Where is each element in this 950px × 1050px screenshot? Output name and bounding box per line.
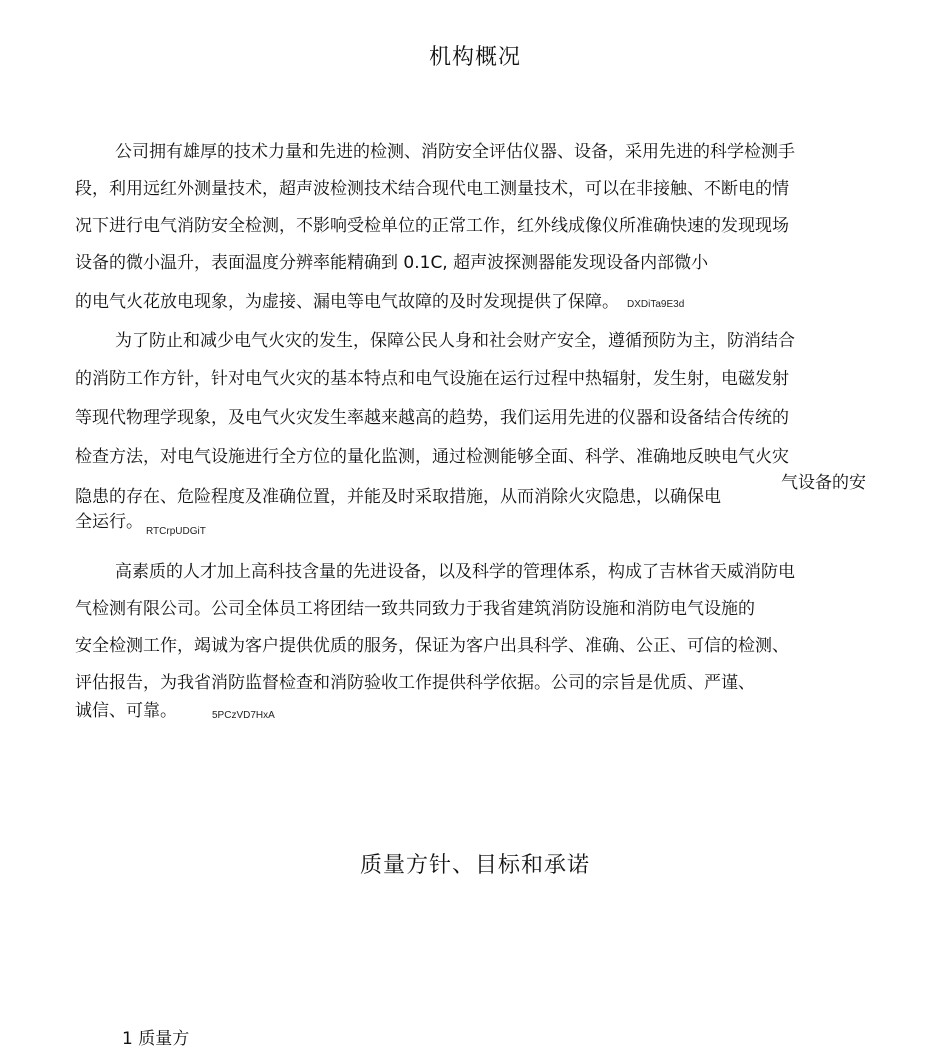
paragraph-3-code: 5PCzVD7HxA <box>212 710 275 721</box>
paragraph-2-code: RTCrpUDGiT <box>146 526 206 537</box>
paragraph-2-line-3: 等现代物理学现象，及电气火灾发生率越来越高的趋势，我们运用先进的仪器和设备结合传统的 <box>75 408 789 428</box>
paragraph-3-line-3: 安全检测工作，竭诚为客户提供优质的服务，保证为客户出具科学、准确、公正、可信的检测、 <box>75 636 789 656</box>
paragraph-2-line-4: 检查方法，对电气设施进行全方位的量化监测，通过检测能够全面、科学、准确地反映电气火灾 <box>75 447 789 467</box>
paragraph-1-line-5 <box>75 287 684 312</box>
section-title-overview: 机构概况 <box>428 45 521 70</box>
paragraph-3-line-4: 评估报告，为我省消防监督检查和消防验收工作提供科学依据。公司的宗旨是优质、严谨、 <box>75 673 755 693</box>
subheading-quality-policy: 1 质量方 <box>122 1029 190 1049</box>
paragraph-2-line-2: 的消防工作方针，针对电气火灾的基本特点和电气设施在运行过程中热辐射，发生射，电磁发射 <box>75 369 789 389</box>
paragraph-3-line-2: 气检测有限公司。公司全体员工将团结一致共同致力于我省建筑消防设施和消防电气设施的 <box>75 599 755 619</box>
paragraph-1-line-2: 段，利用远红外测量技术，超声波检测技术结合现代电工测量技术，可以在非接触、不断电的情 <box>75 179 789 199</box>
paragraph-1-code: DXDiTa9E3d <box>627 299 685 310</box>
paragraph-1-line-4: 设备的微小温升，表面温度分辨率能精确到 0.1C, 超声波探测器能发现设备内部微小 <box>75 253 709 273</box>
paragraph-3-line-5: 诚信、可靠。 <box>75 701 177 718</box>
paragraph-2-floating-fragment: 气设备的安 <box>781 473 866 493</box>
paragraph-1-line-1: 公司拥有雄厚的技术力量和先进的检测、消防安全评估仪器、设备，采用先进的科学检测手 <box>115 142 795 162</box>
paragraph-2-line-5: 隐患的存在、危险程度及准确位置，并能及时采取措施，从而消除火灾隐患，以确保电 <box>75 487 721 507</box>
paragraph-1-line-5-text: 的电气火花放电现象，为虚接、漏电等电气故障的及时发现提供了保障。 <box>75 292 619 312</box>
paragraph-3-line-1: 高素质的人才加上高科技含量的先进设备，以及科学的管理体系，构成了吉林省天威消防电 <box>115 562 795 582</box>
paragraph-2-line-6: 全运行。 <box>75 512 143 532</box>
paragraph-1-line-3: 况下进行电气消防安全检测，不影响受检单位的正常工作，红外线成像仪所准确快速的发现现场 <box>75 216 789 236</box>
paragraph-2-line-1: 为了防止和减少电气火灾的发生，保障公民人身和社会财产安全，遵循预防为主，防消结合 <box>115 331 795 351</box>
section-title-quality-policy: 质量方针、目标和承诺 <box>359 853 590 878</box>
